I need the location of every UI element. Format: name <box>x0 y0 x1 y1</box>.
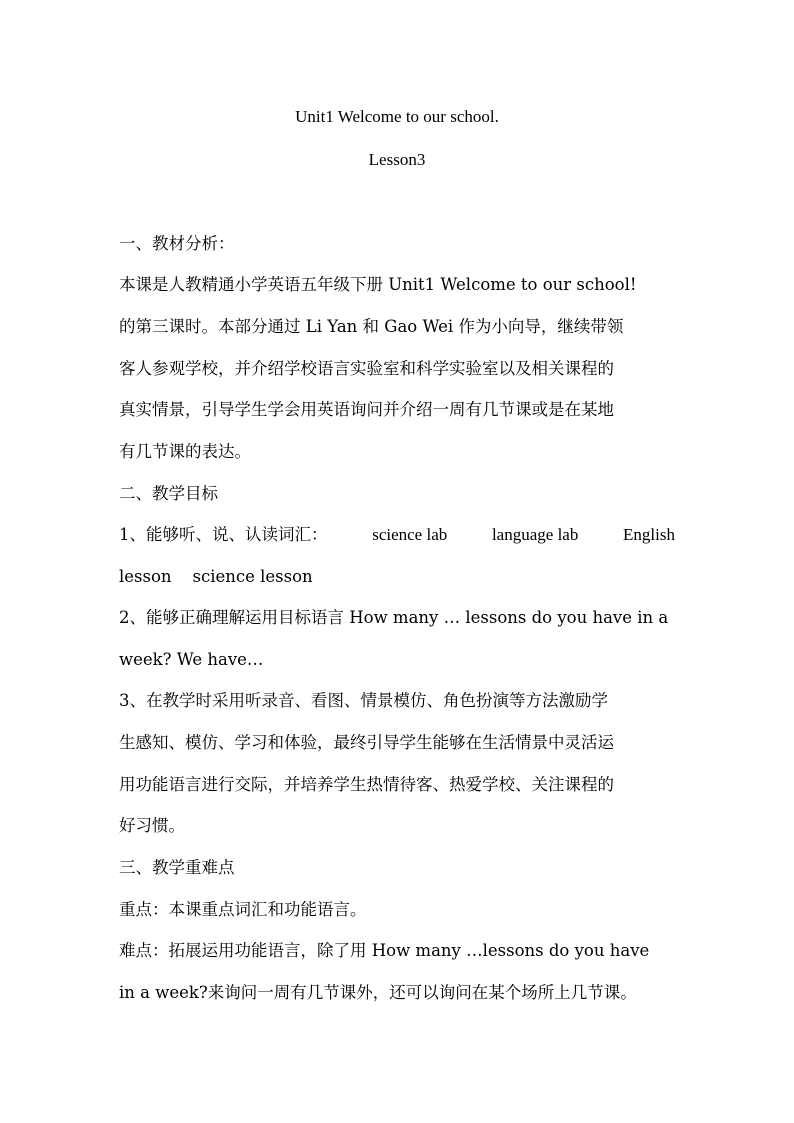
analysis-line-1: 本课是人教精通小学英语五年级下册 Unit1 Welcome to our school! <box>119 275 637 294</box>
goal-1-line-2: lesson science lesson <box>119 567 313 586</box>
goal-1-word-english: English <box>623 525 675 544</box>
goal-1-line-1 <box>119 524 675 546</box>
goal-2-line-2: week? We have… <box>119 650 264 669</box>
goal-3-line-2: 生感知、模仿、学习和体验，最终引导学生能够在生活情景中灵活运 <box>119 733 614 752</box>
goal-3-line-4: 好习惯。 <box>119 816 185 835</box>
analysis-line-5: 有几节课的表达。 <box>119 442 251 461</box>
goal-3-line-3: 用功能语言进行交际，并培养学生热情待客、热爱学校、关注课程的 <box>119 775 614 794</box>
goal-1-word-language-lab: language lab <box>491 525 579 544</box>
section-heading-goals: 二、教学目标 <box>119 484 218 503</box>
analysis-line-3: 客人参观学校，并介绍学校语言实验室和科学实验室以及相关课程的 <box>119 359 614 378</box>
goal-3-line-1: 3、在教学时采用听录音、看图、情景模仿、角色扮演等方法激励学 <box>119 691 608 710</box>
key-point-line: 重点：本课重点词汇和功能语言。 <box>119 900 367 919</box>
goal-1-word-science-lab: science lab <box>372 525 448 544</box>
difficult-point-line-2: in a week?来询问一周有几节课外，还可以询问在某个场所上几节课。 <box>119 983 637 1002</box>
unit-title: Unit1 Welcome to our school. <box>295 107 499 126</box>
goal-1-prefix: 1、能够听、说、认读词汇： <box>119 525 328 544</box>
section-heading-difficulty: 三、教学重难点 <box>119 858 235 877</box>
analysis-line-2: 的第三课时。本部分通过 Li Yan 和 Gao Wei 作为小向导，继续带领 <box>119 317 624 336</box>
difficult-point-line-1: 难点：拓展运用功能语言，除了用 How many …lessons do you have <box>119 941 650 960</box>
analysis-line-4: 真实情景，引导学生学会用英语询问并介绍一周有几节课或是在某地 <box>119 400 614 419</box>
goal-2-line-1: 2、能够正确理解运用目标语言 How many … lessons do you have in a <box>119 608 669 627</box>
lesson-title: Lesson3 <box>368 150 426 169</box>
section-heading-analysis: 一、教材分析： <box>119 234 235 253</box>
